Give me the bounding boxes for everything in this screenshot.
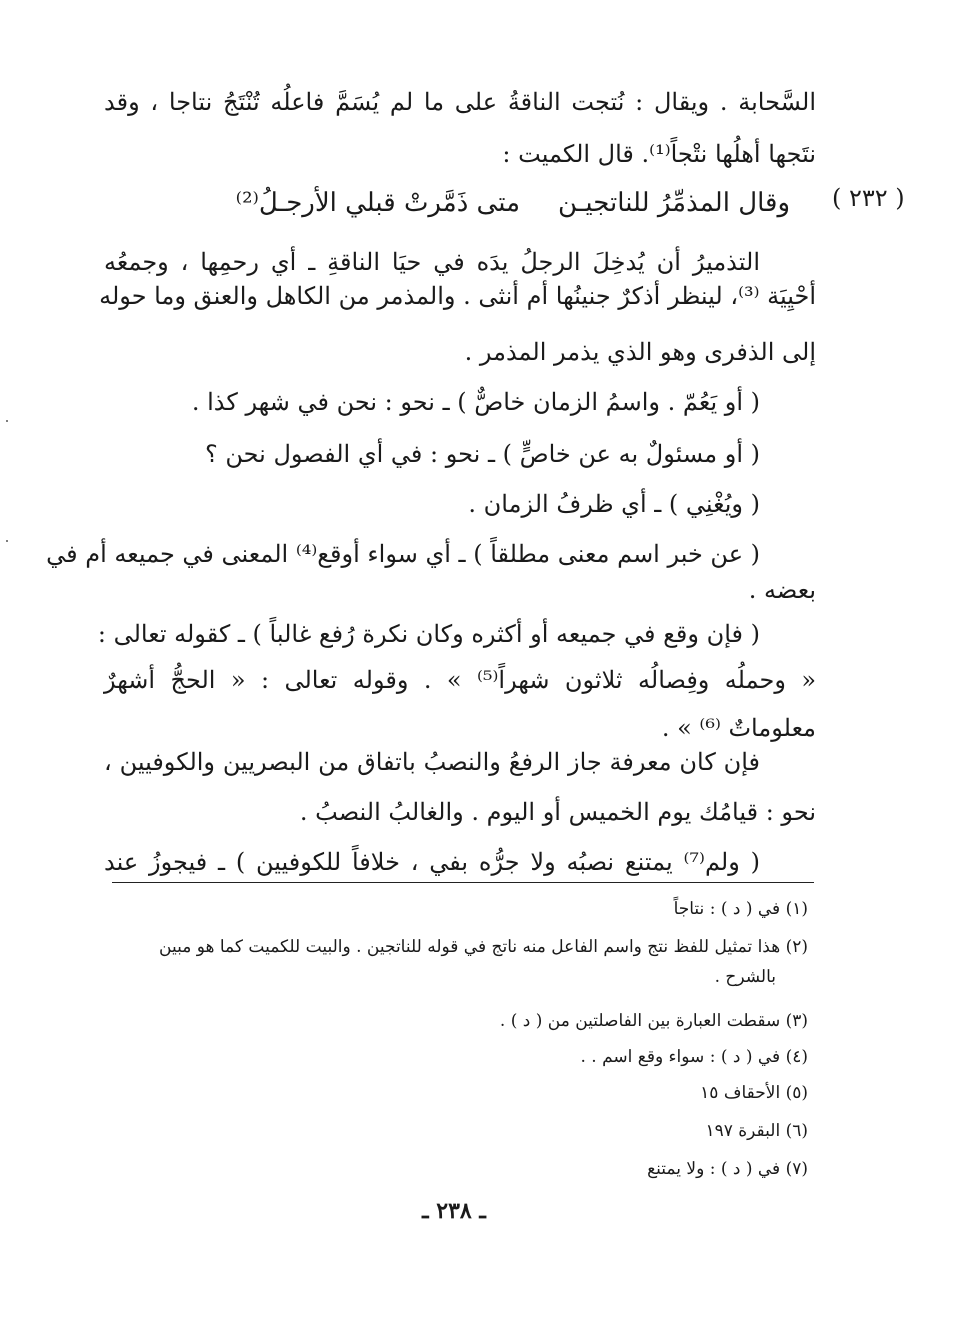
footnote: (٦) البقرة ١٩٧ [705, 1121, 808, 1141]
footnote: (٢) هذا تمثيل للفظ نتج واسم الفاعل منه ناتج في قوله للناتجين . والبيت للكميت كما هو مبين [159, 937, 808, 957]
text-line: ( عن خبر اسم معنى مطلقاً ) ـ أي سواء أوقع⁽⁴⁾ المعنى في جميعه أم في [46, 540, 760, 568]
text-line: نتَجها أهلُها نتْجاً⁽¹⁾. قال الكميت : [502, 140, 816, 168]
text-line: معلوماتٌ ⁽⁶⁾ » . [661, 714, 816, 742]
verse-first-hemistich: وقال المذمِّرُ للناتجيـن [558, 188, 790, 218]
text-line: « وحملُه وفِصالُه ثلاثون شهراً⁽⁵⁾ » . وقوله تعالى : « الحجُّ أشهرٌ [104, 666, 816, 694]
text-line: نحو : قيامُك يوم الخميس أو اليوم . والغالبُ النصبُ . [299, 798, 816, 826]
margin-number: ( ٢٣٢ ) [832, 184, 905, 212]
verse-second-hemistich: متى ذَمَّرتْ قبلي الأرجـلُ⁽²⁾ [235, 188, 520, 218]
footnote-continuation: بالشرح . [714, 967, 776, 987]
text-line: إلى الذفرى وهو الذي يذمر المذمر . [464, 338, 816, 366]
scan-speck [6, 540, 8, 542]
text-line: أحْيِيَة ⁽³⁾، لينظر أذكرٌ جنينُها أم أنثى . والمذمر من الكاهل والعنق وما حوله [99, 282, 816, 310]
text-line: السَّحابة . ويقال : نُتجت الناقةُ على ما لم يُسَمَّ فاعلُه تُنْتَجُ نتاجا ، وقد [104, 88, 816, 116]
footnote: (٧) في ( د ) : ولا يمتنع [647, 1159, 808, 1179]
text-line: ( ولم⁽⁷⁾ يمتنع نصبُه ولا جرُّه بفي ، خلافاً للكوفيين ) ـ فيجوزُ عند [104, 848, 760, 876]
text-line: ( أو مسئولٌ به عن خاصٍّ ) ـ نحو : في أي الفصول نحن ؟ [205, 440, 760, 468]
text-line: فإن كان معرفة جاز الرفعُ والنصبُ باتفاق من البصريين والكوفيين ، [104, 748, 760, 776]
text-line: التذميرُ أن يُدخِلَ الرجلُ يدَه في حيَا الناقةِ ـ أي رحمِها ، وجمعُه [104, 248, 760, 276]
scan-speck [6, 420, 8, 422]
footnote: (٥) الأحقاف ١٥ [700, 1083, 808, 1103]
footnote: (٤) في ( د ) : سواء وقع اسم . . [580, 1047, 808, 1067]
footnote-separator [112, 882, 814, 883]
text-line: ( فإن وقع في جميعه أو أكثره وكان نكرة رُفع غالباً ) ـ كقوله تعالى : [97, 620, 760, 648]
footnote: (٣) سقطت العبارة بين الفاصلتين من ( د ) . [499, 1011, 808, 1031]
text-line: بعضه . [748, 576, 816, 604]
text-line: ( ويُغْنِي ) ـ أي ظرفُ الزمان . [468, 490, 760, 518]
page-number: ـ ٢٣٨ ـ [422, 1198, 486, 1224]
footnote: (١) في ( د ) : نتاجاً [673, 899, 808, 919]
text-line: ( أو يَعُمّ . واسمُ الزمان خاصٌّ ) ـ نحو : نحن في شهر كذا . [191, 388, 760, 416]
